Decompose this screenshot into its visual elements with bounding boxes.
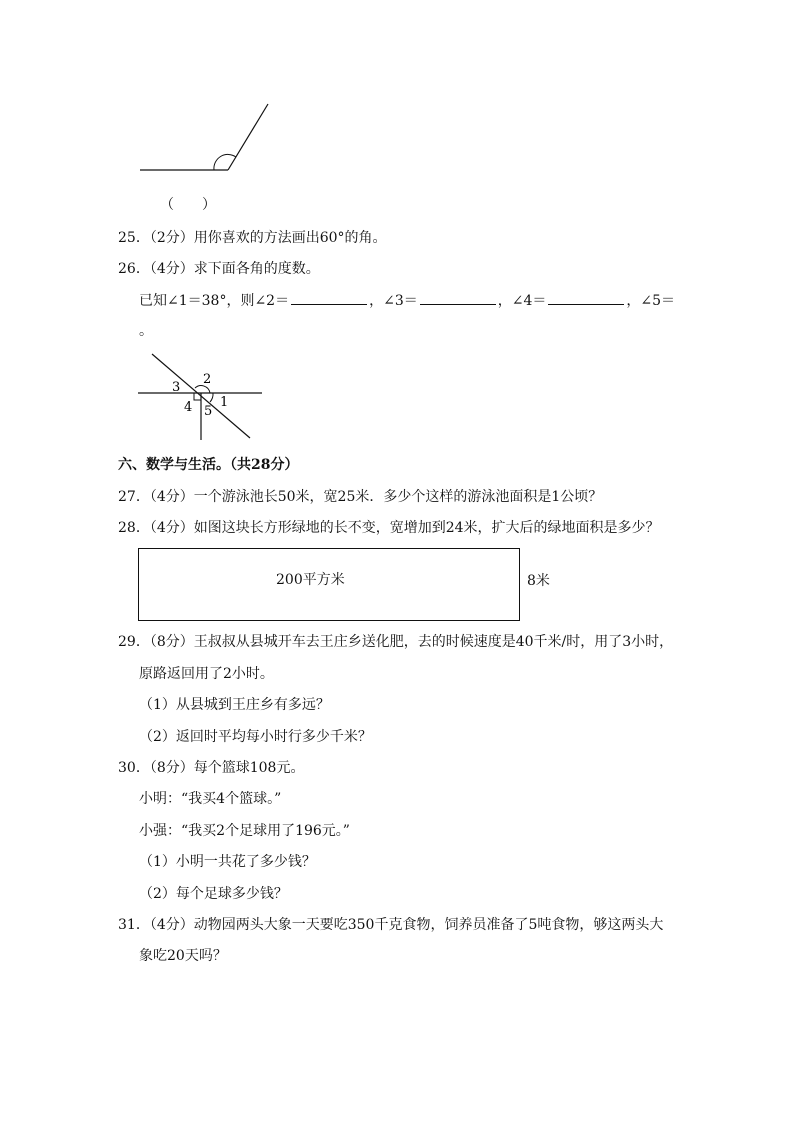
q29-sub1: （1）从县城到王庄乡有多远？: [139, 697, 330, 713]
q26-a3: ，∠3＝: [369, 293, 418, 309]
right-angle-mark: [194, 393, 201, 400]
angle4-blank[interactable]: [548, 290, 624, 305]
q26-a5: ，∠5＝: [626, 293, 676, 309]
q26-given-line: [139, 290, 675, 311]
q30-sub1: （1）小明一共花了多少钱？: [139, 854, 316, 870]
q26-a4: ，∠4＝: [497, 293, 547, 309]
angle-ray-line: [228, 104, 268, 170]
q29-line1: 29．（8分）王叔叔从县城开车去王庄乡送化肥，去的时候速度是40千米/时，用了3小时，: [118, 634, 674, 650]
q30-title: 30．（8分）每个篮球108元。: [118, 760, 305, 776]
angle1-arc: [210, 393, 213, 402]
rect-area-label: 200平方米: [276, 572, 345, 588]
q29-line2: 原路返回用了2小时。: [139, 666, 274, 682]
angle-label-3: 3: [172, 380, 181, 395]
q25-text: 25．（2分）用你喜欢的方法画出60°的角。: [118, 230, 387, 246]
q26-given: 已知∠1＝38°，则∠2＝: [139, 293, 290, 309]
angle-label-4: 4: [184, 400, 193, 415]
section6-title: 六、数学与生活。（共28分）: [118, 457, 299, 473]
q24-answer-parens: （ ）: [160, 197, 216, 213]
q31-line1: 31．（4分）动物园两头大象一天要吃350千克食物，饲养员准备了5吨食物，够这两头大: [118, 917, 664, 933]
q31-line2: 象吃20天吗？: [139, 948, 227, 964]
angle-label-5: 5: [204, 404, 213, 419]
rectangle-field-figure: [138, 548, 520, 621]
q28-text: 28．（4分）如图这块长方形绿地的长不变，宽增加到24米，扩大后的绿地面积是多少？: [118, 520, 660, 536]
angle-label-2: 2: [203, 372, 212, 387]
q29-sub2: （2）返回时平均每小时行多少千米？: [139, 729, 372, 745]
angle2-blank[interactable]: [291, 290, 367, 305]
q27-text: 27．（4分）一个游泳池长50米，宽25米．多少个这样的游泳池面积是1公顷？: [118, 489, 603, 505]
obtuse-angle-figure: [130, 98, 280, 183]
q26-title: 26．（4分）求下面各角的度数。: [118, 261, 320, 277]
rect-width-label: 8米: [527, 573, 550, 589]
q26-end: 。: [139, 323, 153, 339]
intersecting-lines-figure: [136, 352, 266, 442]
q30-sub2: （2）每个足球多少钱？: [139, 886, 288, 902]
q30-xiaoming: 小明：“我买4个篮球。”: [139, 791, 282, 807]
q30-xiaoqiang: 小强：“我买2个足球用了196元。”: [139, 823, 350, 839]
angle3-blank[interactable]: [420, 290, 496, 305]
angle-label-1: 1: [220, 395, 229, 410]
